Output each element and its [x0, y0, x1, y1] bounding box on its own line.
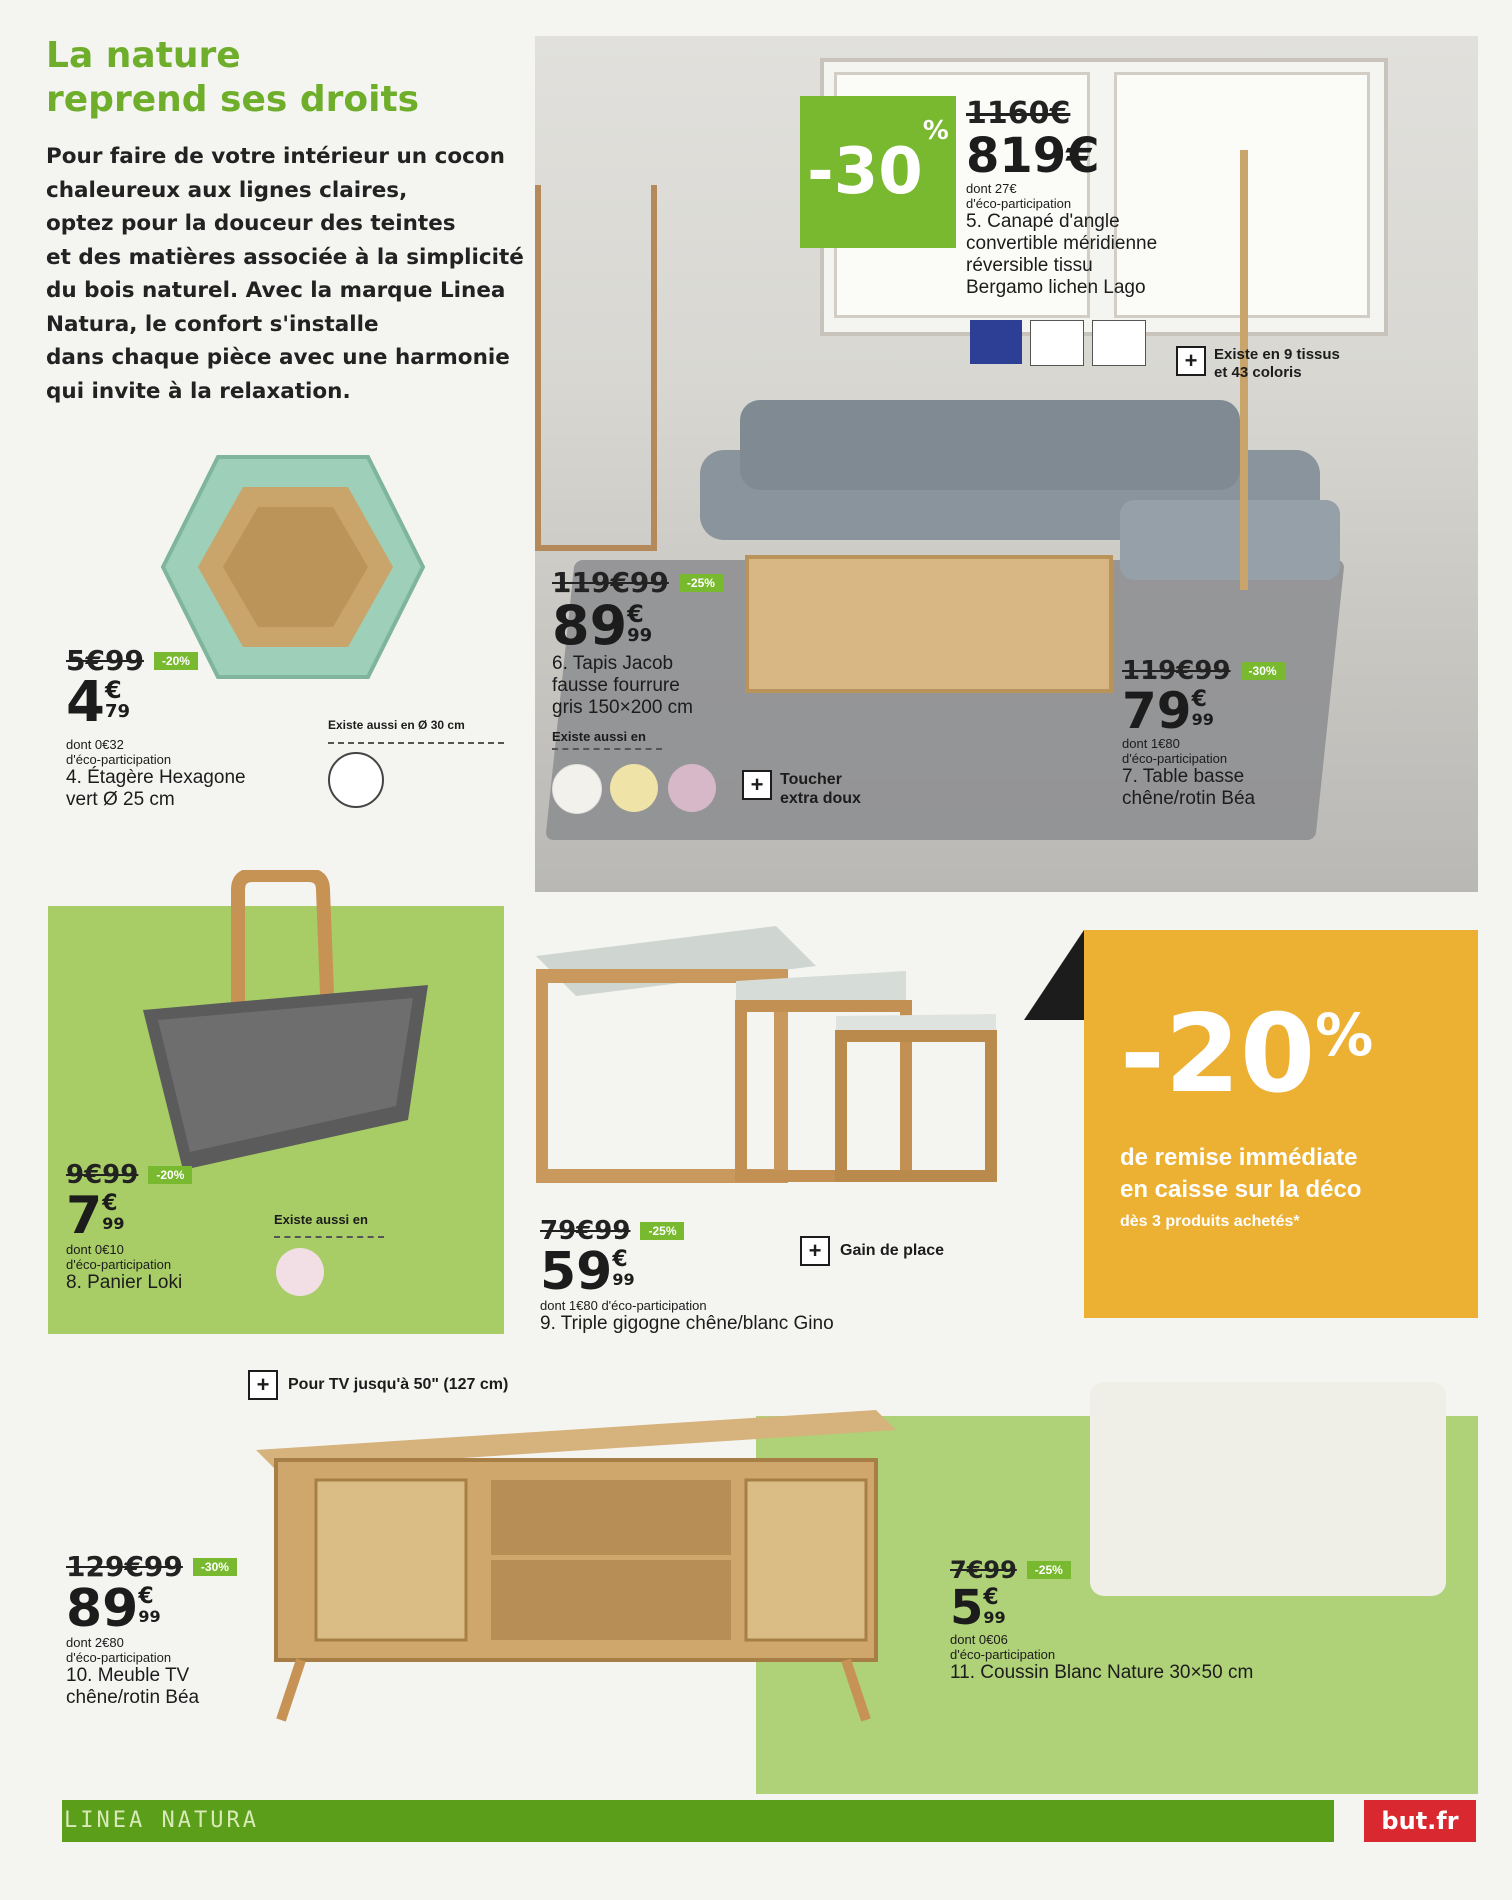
plus-icon: + — [1176, 346, 1206, 376]
product-10-plus-note — [248, 1370, 508, 1400]
price-integer: 79 — [1122, 682, 1192, 740]
divider — [328, 742, 504, 744]
eco-label: d'éco-participation — [66, 752, 172, 767]
color-swatch-yellow[interactable] — [610, 764, 658, 812]
old-price: 9€99 — [66, 1160, 139, 1190]
eco-label: d'éco-participation — [66, 1257, 172, 1272]
eco-amount: dont 0€10 — [66, 1242, 124, 1257]
intro-line: Pour faire de votre intérieur un cocon — [46, 144, 505, 169]
plus-icon: + — [742, 770, 772, 800]
page-headline — [46, 34, 419, 122]
intro-line: optez pour la douceur des teintes — [46, 211, 456, 236]
price-integer: 89 — [552, 594, 628, 657]
intro-line: et des matières associée à la simplicité — [46, 244, 524, 270]
plus-note-line: Toucher — [780, 771, 842, 788]
old-price: 79€99 — [540, 1216, 631, 1246]
promo-headline — [1120, 992, 1374, 1117]
plus-note-line: et 43 coloris — [1214, 364, 1302, 381]
eco-participation — [1122, 736, 1285, 766]
product-name-line: gris 150×200 cm — [552, 697, 693, 718]
product-9-info — [540, 1216, 834, 1335]
price-decimals: 99 — [138, 1607, 161, 1626]
product-name-line: 5. Canapé d'angle — [966, 211, 1120, 232]
variant-label: Existe aussi en — [274, 1212, 368, 1227]
plus-note-line: Existe en 9 tissus — [1214, 346, 1340, 363]
eco-label: d'éco-participation — [66, 1650, 172, 1665]
price-currency: € — [1191, 687, 1207, 712]
eco-amount: dont 0€32 — [66, 737, 124, 752]
discount-percent: % — [922, 116, 949, 146]
basket-image — [138, 870, 438, 1180]
eco-participation — [66, 1635, 237, 1665]
plus-icon: + — [800, 1236, 830, 1266]
promo-percent: % — [1315, 1001, 1374, 1069]
price-integer: 5 — [950, 1580, 984, 1636]
intro-line: du bois naturel. Avec la marque Linea — [46, 278, 506, 303]
old-price: 7€99 — [950, 1556, 1017, 1584]
product-name-line: convertible méridienne — [966, 233, 1158, 254]
but-website-link[interactable]: but.fr — [1364, 1800, 1476, 1842]
eco-label: d'éco-participation — [1122, 751, 1228, 766]
price-currency: € — [102, 1191, 118, 1216]
price-currency: € — [612, 1247, 628, 1272]
price-decimals: 99 — [612, 1270, 635, 1289]
coffee-table-illustration — [745, 555, 1113, 693]
product-7-info — [1122, 656, 1285, 810]
product-8-info — [66, 1160, 192, 1294]
discount-value: -30 — [807, 135, 923, 209]
plus-icon: + — [248, 1370, 278, 1400]
promo-footnote: dès 3 produits achetés* — [1120, 1213, 1300, 1230]
product-5-info — [966, 96, 1157, 299]
product-name — [552, 653, 723, 719]
eco-participation — [66, 1242, 192, 1272]
promo-line: en caisse sur la déco — [1120, 1176, 1362, 1203]
promo-text — [1120, 1142, 1361, 1238]
intro-line: qui invite à la relaxation. — [46, 378, 351, 404]
color-swatch-pink[interactable] — [668, 764, 716, 812]
discount-tag: -25% — [640, 1222, 684, 1240]
nesting-tables-image — [536, 926, 1006, 1196]
product-name-line: 7. Table basse — [1122, 766, 1245, 787]
discount-tag: -20% — [148, 1166, 192, 1184]
eco-label: d'éco-participation — [966, 196, 1072, 211]
size-option-swatch[interactable] — [328, 752, 384, 808]
price-decimals: 99 — [1191, 710, 1214, 729]
eco-participation — [950, 1632, 1253, 1662]
product-9-plus-note — [800, 1236, 944, 1266]
tv-unit-image — [256, 1400, 896, 1730]
certification-badges — [970, 320, 1146, 366]
convertible-icon — [1030, 320, 1084, 366]
eco-participation: dont 1€80 d'éco-participation — [540, 1298, 707, 1313]
intro-line: dans chaque pièce avec une harmonie — [46, 345, 510, 370]
discount-tag: -20% — [154, 652, 198, 670]
price-integer: 59 — [540, 1242, 613, 1302]
product-name-line: 6. Tapis Jacob — [552, 653, 674, 674]
sofa-type-icon — [1092, 320, 1146, 366]
eco-label: d'éco-participation — [950, 1647, 1056, 1662]
promo-value: -20 — [1120, 992, 1316, 1117]
intro-line: Natura, le confort s'installe — [46, 311, 379, 337]
price-integer: 7 — [66, 1186, 103, 1246]
product-10-info — [66, 1550, 237, 1709]
old-price: 1160€ — [966, 96, 1071, 131]
old-price: 5€99 — [66, 644, 144, 677]
product-4-prices — [66, 644, 246, 811]
bookshelf-illustration — [535, 185, 657, 551]
product-name-line: fausse fourrure — [552, 675, 680, 696]
old-price: 129€99 — [66, 1550, 183, 1583]
brand-logo-linea-natura: LINEA NATURA — [64, 1808, 259, 1833]
headline-line-1: La nature — [46, 35, 241, 76]
eco-participation — [66, 737, 246, 767]
product-6-plus-note — [742, 770, 861, 808]
product-name-line: réversible tissu — [966, 255, 1093, 276]
intro-line: chaleureux aux lignes claires, — [46, 177, 408, 203]
divider — [552, 748, 662, 750]
product-name-line: 4. Étagère Hexagone — [66, 767, 246, 788]
price-currency: € — [627, 600, 644, 628]
eco-amount: dont 27€ — [966, 181, 1017, 196]
product-name-line: Bergamo lichen Lago — [966, 277, 1146, 298]
product-name-line: chêne/rotin Béa — [1122, 788, 1256, 809]
variant-label: Existe aussi en Ø 30 cm — [328, 718, 465, 732]
product-name: 11. Coussin Blanc Nature 30×50 cm — [950, 1662, 1254, 1683]
discount-tag: -25% — [1027, 1561, 1071, 1579]
old-price: 119€99 — [552, 566, 669, 599]
color-swatch-pink[interactable] — [276, 1248, 324, 1296]
promo-line: de remise immédiate — [1120, 1144, 1358, 1171]
product-5-plus-note — [1176, 346, 1340, 382]
old-price: 119€99 — [1122, 656, 1231, 686]
price-decimals: 99 — [102, 1214, 125, 1233]
promo-panel — [1084, 930, 1478, 1318]
product-name-line: 10. Meuble TV — [66, 1665, 190, 1686]
discount-tag: -25% — [679, 574, 723, 592]
color-swatch-white[interactable] — [552, 764, 602, 814]
price-integer: 4 — [66, 670, 105, 735]
price-decimals: 79 — [104, 701, 131, 722]
eco-amount: dont 2€80 — [66, 1635, 124, 1650]
product-name — [66, 1665, 237, 1709]
product-name: 9. Triple gigogne chêne/blanc Gino — [540, 1313, 834, 1334]
plus-note-line: extra doux — [780, 790, 861, 807]
eco-participation — [966, 181, 1157, 211]
eu-label-icon — [970, 320, 1022, 364]
price: 819€ — [966, 128, 1100, 184]
product-name — [1122, 766, 1285, 810]
promo-arrow — [1024, 930, 1084, 1020]
price-currency: € — [138, 1584, 154, 1609]
price-currency: € — [104, 676, 122, 704]
price-currency: € — [983, 1585, 999, 1610]
eco-amount: dont 0€06 — [950, 1632, 1008, 1647]
discount-badge-30 — [800, 96, 956, 248]
headline-line-2: reprend ses droits — [46, 79, 420, 120]
price-decimals: 99 — [983, 1608, 1006, 1627]
product-11-info — [950, 1556, 1253, 1684]
price-decimals: 99 — [627, 625, 653, 646]
price-integer: 89 — [66, 1579, 139, 1639]
product-name-line: vert Ø 25 cm — [66, 789, 175, 810]
intro-paragraph — [46, 140, 526, 408]
product-6-info — [552, 566, 723, 744]
divider — [274, 1236, 384, 1238]
product-name — [66, 767, 246, 811]
discount-tag: -30% — [1241, 662, 1285, 680]
product-name — [966, 211, 1157, 299]
eco-amount: dont 1€80 — [1122, 736, 1180, 751]
plus-note-line: Pour TV jusqu'à 50" (127 cm) — [288, 1376, 509, 1393]
product-name-line: chêne/rotin Béa — [66, 1687, 200, 1708]
variant-label: Existe aussi en — [552, 729, 646, 744]
product-name: 8. Panier Loki — [66, 1272, 183, 1293]
plus-note-line: Gain de place — [840, 1242, 945, 1259]
discount-tag: -30% — [193, 1558, 237, 1576]
